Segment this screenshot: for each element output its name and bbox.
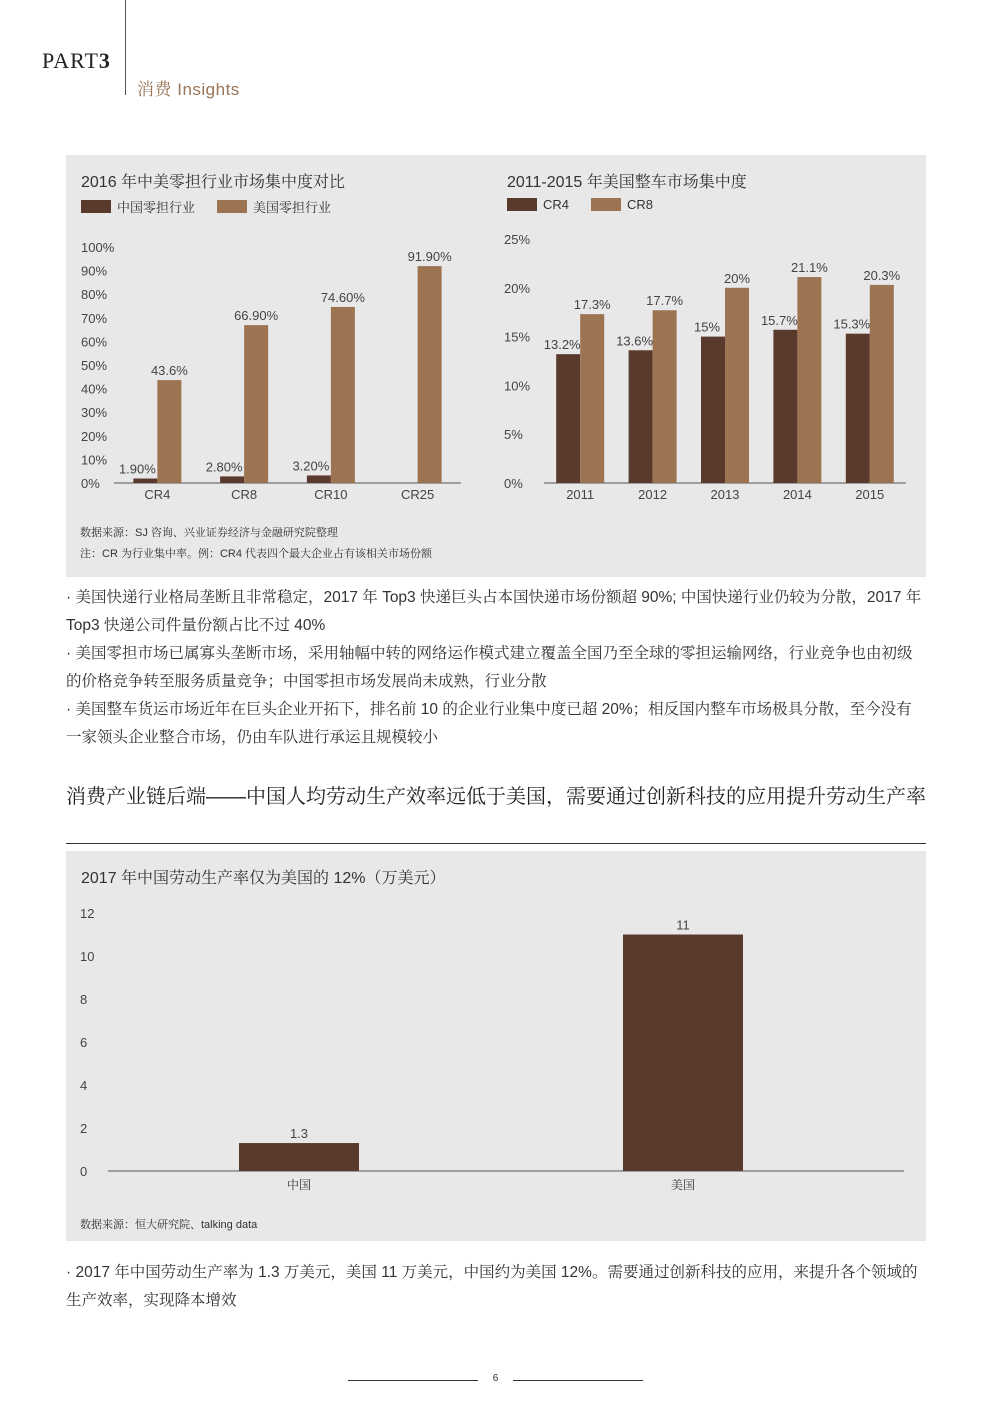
chart1-legend-item-us (217, 197, 331, 216)
x-tick-label: 2011 (566, 487, 595, 502)
bar-中国零担行业-CR4 (133, 479, 157, 483)
y-tick-label: 2 (80, 1121, 88, 1136)
bar-美国零担行业-CR8 (244, 325, 268, 483)
y-tick-label: 60% (81, 334, 108, 350)
x-tick-label: CR4 (144, 487, 171, 502)
y-tick-label: 70% (81, 310, 108, 326)
bottom-paragraph: · 2017 年中国劳动生产率为 1.3 万美元，美国 11 万美元，中国约为美国 12%。需要通过创新科技的应用，来提升各个领域的生产效率，实现降本增效 (66, 1264, 918, 1309)
chart2-plot (486, 225, 926, 525)
x-tick-label: 美国 (670, 1178, 696, 1192)
chart-cr-note: 注：CR 为行业集中率。例：CR4 代表四个最大企业占有该相关市场份额 (80, 548, 433, 560)
bar-美国零担行业-CR25 (418, 266, 442, 483)
part-label (42, 48, 111, 74)
y-tick-label: 30% (81, 405, 108, 421)
data-label: 1.3 (289, 1126, 309, 1142)
y-tick-label: 50% (81, 358, 108, 373)
data-label: 3.20% (292, 458, 330, 474)
x-tick-label: CR10 (314, 487, 348, 502)
paragraph-ftl: · 美国整车货运市场近年在巨头企业开拓下，排名前 10 的企业行业集中度已超 20%；相反国内整车市场极具分散，至今没有一家领头企业整合市场，仍由车队进行承运且规模较小 (66, 701, 912, 746)
section-label: 消费 Insights (137, 80, 240, 99)
bar-美国零担行业-CR10 (331, 307, 355, 483)
bar-中国零担行业-CR8 (220, 476, 244, 483)
data-label: 20% (723, 270, 751, 286)
y-tick-label: 10% (504, 378, 531, 394)
bar-CR4-2013 (701, 337, 725, 483)
y-tick-label: 80% (81, 287, 108, 303)
data-label: 43.6% (150, 363, 188, 379)
top-chart-panel (66, 155, 926, 577)
chart3-plot (66, 901, 926, 1201)
y-tick-label: 0 (80, 1164, 88, 1179)
data-label: 2.80% (205, 459, 243, 475)
x-tick-label: 中国 (286, 1178, 312, 1192)
x-tick-label: 2013 (710, 487, 740, 502)
bar-CR8-2011 (580, 314, 604, 483)
data-label: 15.3% (833, 316, 871, 332)
chart2-legend-item-cr4 (507, 197, 569, 212)
legend-label: CR8 (627, 197, 654, 212)
legend-swatch (81, 200, 111, 213)
x-tick-label: 2012 (638, 487, 668, 502)
data-label: 13.2% (543, 337, 581, 353)
bar-CR4-2012 (629, 350, 653, 483)
legend-swatch (217, 200, 247, 213)
bar-CR8-2015 (870, 285, 894, 483)
chart1-legend-item-china (81, 197, 195, 216)
data-label: 91.90% (407, 249, 452, 265)
footer-rule-right (513, 1380, 643, 1381)
y-tick-label: 10% (81, 452, 108, 468)
legend-swatch (591, 198, 621, 211)
data-label: 1.90% (118, 461, 156, 477)
bar-CR4-2014 (773, 330, 797, 483)
chart2-title: 2011-2015 年美国整车市场集中度 (507, 174, 747, 191)
y-tick-label: 10 (80, 949, 95, 964)
data-label: 17.3% (573, 297, 611, 313)
x-tick-label: CR25 (401, 487, 435, 502)
data-label: 17.7% (646, 293, 684, 309)
chart3-title: 2017 年中国劳动生产率仅为美国的 12%（万美元） (81, 870, 446, 887)
bar-CR8-2014 (797, 277, 821, 483)
chart2-legend-item-cr8 (591, 197, 653, 212)
y-tick-label: 12 (80, 906, 95, 921)
chart1-plot (66, 225, 486, 525)
legend-swatch (507, 198, 537, 211)
y-tick-label: 8 (80, 992, 88, 1007)
y-tick-label: 0% (81, 476, 100, 491)
y-tick-label: 100% (81, 240, 115, 255)
data-label: 13.6% (616, 333, 654, 349)
bar-美国零担行业-CR4 (157, 380, 181, 483)
chart-source-note: 数据来源：SJ 咨询、兴业证券经济与金融研究院整理 (80, 527, 338, 539)
header-divider (125, 0, 126, 95)
data-label: 21.1% (790, 260, 828, 276)
y-tick-label: 15% (504, 329, 531, 345)
y-tick-label: 25% (504, 232, 531, 247)
y-tick-label: 20% (504, 280, 531, 296)
body-paragraphs (66, 584, 926, 752)
part-number: 3 (98, 48, 111, 73)
paragraph-ltl: · 美国零担市场已属寡头垄断市场，采用轴幅中转的网络运作模式建立覆盖全国乃至全球的零担运输网络，行业竞争也由初级的价格竞争转至服务质量竞争；中国零担市场发展尚未成熟，行业分散 (66, 645, 913, 690)
x-tick-label: CR8 (231, 487, 258, 502)
legend-label: 美国零担行业 (253, 200, 332, 215)
y-tick-label: 5% (504, 427, 523, 443)
y-tick-label: 90% (81, 263, 108, 279)
chart1-legend (81, 197, 353, 216)
footer-rule-left (348, 1380, 478, 1381)
bar-CR8-2012 (653, 310, 677, 483)
heading-rule (66, 843, 926, 844)
bar-CR4-2011 (556, 354, 580, 483)
x-tick-label: 2014 (782, 487, 812, 502)
bar-CR4-2015 (846, 334, 870, 483)
data-label: 15% (693, 319, 721, 335)
paragraph-express: · 美国快递行业格局垄断且非常稳定，2017 年 Top3 快递巨头占本国快递市场份额超 90%; 中国快递行业仍较为分散，2017 年 Top3 快递公司件量份额占比不过 40% (66, 589, 922, 634)
data-label: 66.90% (234, 308, 279, 324)
y-tick-label: 20% (81, 428, 108, 444)
bar-美国 (623, 935, 743, 1172)
chart1-title: 2016 年中美零担行业市场集中度对比 (81, 174, 346, 191)
data-label: 20.3% (863, 267, 901, 283)
bar-中国零担行业-CR10 (307, 475, 331, 483)
data-label: 15.7% (760, 312, 798, 328)
y-tick-label: 6 (80, 1035, 88, 1050)
x-tick-label: 2015 (855, 487, 885, 502)
data-label: 11 (676, 917, 690, 933)
legend-label: 中国零担行业 (117, 200, 196, 215)
legend-label: CR4 (543, 197, 570, 212)
part-prefix: PART (42, 48, 99, 73)
y-tick-label: 0% (504, 476, 523, 491)
chart2-legend (507, 197, 675, 212)
y-tick-label: 4 (80, 1078, 88, 1093)
y-tick-label: 40% (81, 381, 108, 397)
data-label: 74.60% (320, 289, 365, 305)
section-heading: 消费产业链后端——中国人均劳动生产效率远低于美国，需要通过创新科技的应用提升劳动生产率 (66, 786, 926, 808)
bar-中国 (239, 1143, 359, 1171)
page-number: 6 (492, 1373, 499, 1384)
chart3-source-note: 数据来源：恒大研究院、talking data (80, 1219, 258, 1231)
bar-CR8-2013 (725, 288, 749, 483)
bottom-chart-panel (66, 851, 926, 1241)
